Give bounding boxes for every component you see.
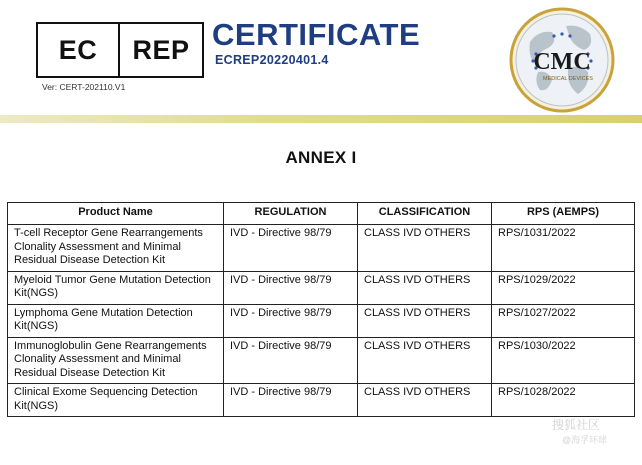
ec-rep-symbol [36, 22, 204, 78]
cell-regulation: IVD - Directive 98/79 [224, 271, 358, 304]
certificate-number: ECREP20220401.4 [215, 53, 329, 67]
cell-regulation: IVD - Directive 98/79 [224, 225, 358, 272]
cell-rps: RPS/1027/2022 [492, 304, 635, 337]
cell-classification: CLASS IVD OTHERS [358, 225, 492, 272]
watermark-line1: 搜狐社区 [552, 418, 601, 432]
table-row [8, 225, 635, 272]
ec-label: EC [38, 24, 120, 76]
table-row [8, 271, 635, 304]
header-classification: CLASSIFICATION [358, 203, 492, 225]
table-row [8, 304, 635, 337]
cmc-globe-seal-icon [508, 6, 616, 114]
cell-product: T-cell Receptor Gene Rearrangements Clonality Assessment and Minimal Residual Disease Detection Kit [8, 225, 224, 272]
cell-rps: RPS/1030/2022 [492, 337, 635, 384]
cell-product: Immunoglobulin Gene Rearrangements Clonality Assessment and Minimal Residual Disease Detection Kit [8, 337, 224, 384]
cell-product: Clinical Exome Sequencing Detection Kit(NGS) [8, 384, 224, 417]
header-rps: RPS (AEMPS) [492, 203, 635, 225]
table-header-row [8, 203, 635, 225]
certificate-title: CERTIFICATE [212, 17, 421, 52]
cell-product: Myeloid Tumor Gene Mutation Detection Kit(NGS) [8, 271, 224, 304]
products-table [7, 202, 635, 417]
cell-classification: CLASS IVD OTHERS [358, 384, 492, 417]
table-row [8, 337, 635, 384]
rep-label: REP [132, 34, 190, 65]
cell-classification: CLASS IVD OTHERS [358, 304, 492, 337]
cell-rps: RPS/1028/2022 [492, 384, 635, 417]
cell-product: Lymphoma Gene Mutation Detection Kit(NGS) [8, 304, 224, 337]
logo-subtitle: MEDICAL DEVICES [543, 76, 593, 82]
watermark [552, 418, 607, 448]
table-row [8, 384, 635, 417]
header-regulation: REGULATION [224, 203, 358, 225]
cell-rps: RPS/1031/2022 [492, 225, 635, 272]
cell-rps: RPS/1029/2022 [492, 271, 635, 304]
logo-name: CMC [533, 49, 591, 75]
cell-classification: CLASS IVD OTHERS [358, 271, 492, 304]
watermark-line2: @海孚环球 [562, 435, 608, 445]
annex-title: ANNEX I [285, 148, 357, 167]
cell-classification: CLASS IVD OTHERS [358, 337, 492, 384]
cell-regulation: IVD - Directive 98/79 [224, 304, 358, 337]
header-divider-band [0, 115, 642, 123]
header-product-name: Product Name [8, 203, 224, 225]
cell-regulation: IVD - Directive 98/79 [224, 337, 358, 384]
version-text: Ver: CERT-202110.V1 [42, 82, 126, 92]
cell-regulation: IVD - Directive 98/79 [224, 384, 358, 417]
